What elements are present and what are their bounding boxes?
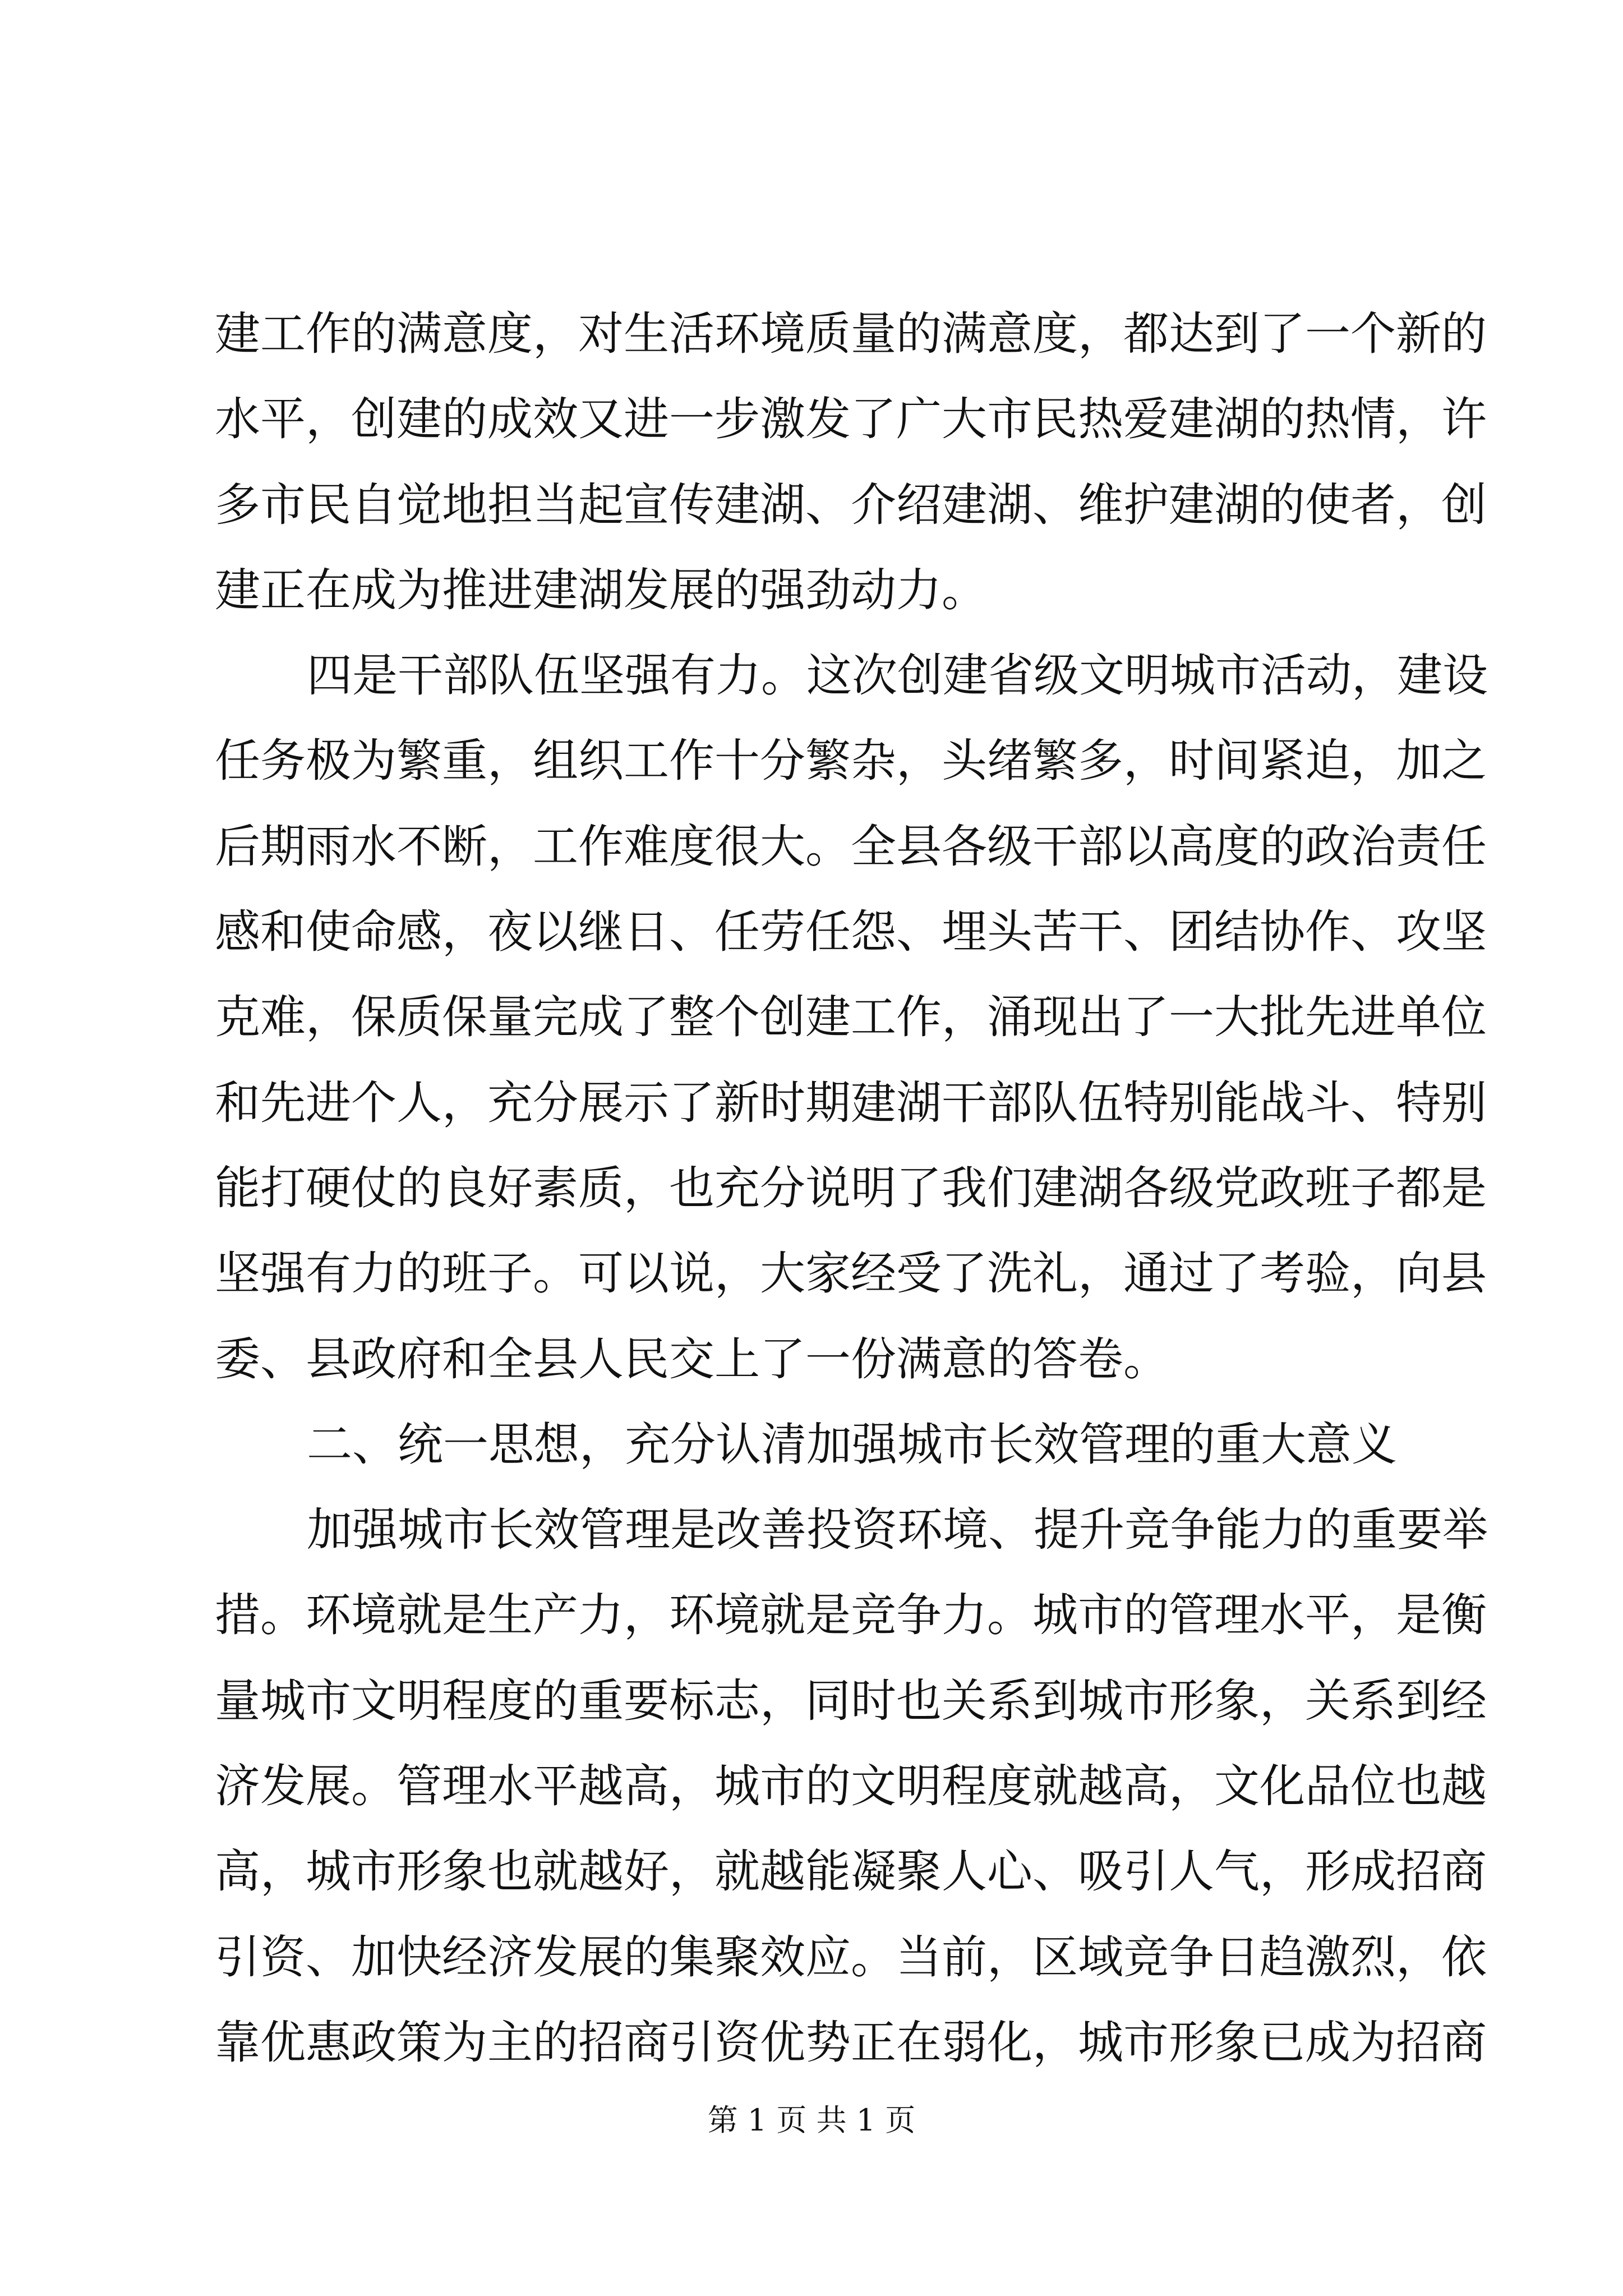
text-line: 靠优惠政策为主的招商引资优势正在弱化，城市形象已成为招商 [215, 2016, 1487, 2069]
text-line: 多市民自觉地担当起宣传建湖、介绍建湖、维护建湖的使者，创 [215, 478, 1487, 532]
text-line: 坚强有力的班子。可以说，大家经受了洗礼，通过了考验，向县 [215, 1248, 1487, 1301]
text-line: 引资、加快经济发展的集聚效应。当前，区域竞争日趋激烈，依 [215, 1931, 1487, 1984]
text-line: 建工作的满意度，对生活环境质量的满意度，都达到了一个新的 [215, 308, 1487, 361]
paragraph-first-line: 四是干部队伍坚强有力。这次创建省级文明城市活动，建设 [307, 650, 1488, 703]
document-body [215, 292, 1488, 2086]
text-line: 任务极为繁重，组织工作十分繁杂，头绪繁多，时间紧迫，加之 [215, 735, 1487, 788]
text-line: 水平，创建的成效又进一步激发了广大市民热爱建湖的热情，许 [215, 393, 1487, 447]
text-line: 建正在成为推进建湖发展的强劲动力。 [215, 564, 988, 617]
text-line: 后期雨水不断，工作难度很大。全县各级干部以高度的政治责任 [215, 820, 1487, 873]
text-line: 委、县政府和全县人民交上了一份满意的答卷。 [215, 1333, 1169, 1386]
text-line: 感和使命感，夜以继日、任劳任怨、埋头苦干、团结协作、攻坚 [215, 906, 1487, 959]
text-line: 能打硬仗的良好素质，也充分说明了我们建湖各级党政班子都是 [215, 1162, 1487, 1215]
section-heading: 二、统一思想，充分认清加强城市长效管理的重大意义 [307, 1418, 1398, 1471]
text-line: 措。环境就是生产力，环境就是竞争力。城市的管理水平，是衡 [215, 1589, 1487, 1642]
text-line: 济发展。管理水平越高，城市的文明程度就越高，文化品位也越 [215, 1760, 1487, 1814]
text-line: 量城市文明程度的重要标志，同时也关系到城市形象，关系到经 [215, 1674, 1487, 1728]
paragraph-first-line: 加强城市长效管理是改善投资环境、提升竞争能力的重要举 [307, 1504, 1488, 1557]
text-line: 克难，保质保量完成了整个创建工作，涌现出了一大批先进单位 [215, 991, 1487, 1045]
text-line: 高，城市形象也就越好，就越能凝聚人心、吸引人气，形成招商 [215, 1846, 1487, 1899]
page-footer: 第 1 页 共 1 页 [707, 2102, 916, 2138]
text-line: 和先进个人，充分展示了新时期建湖干部队伍特别能战斗、特别 [215, 1076, 1487, 1130]
